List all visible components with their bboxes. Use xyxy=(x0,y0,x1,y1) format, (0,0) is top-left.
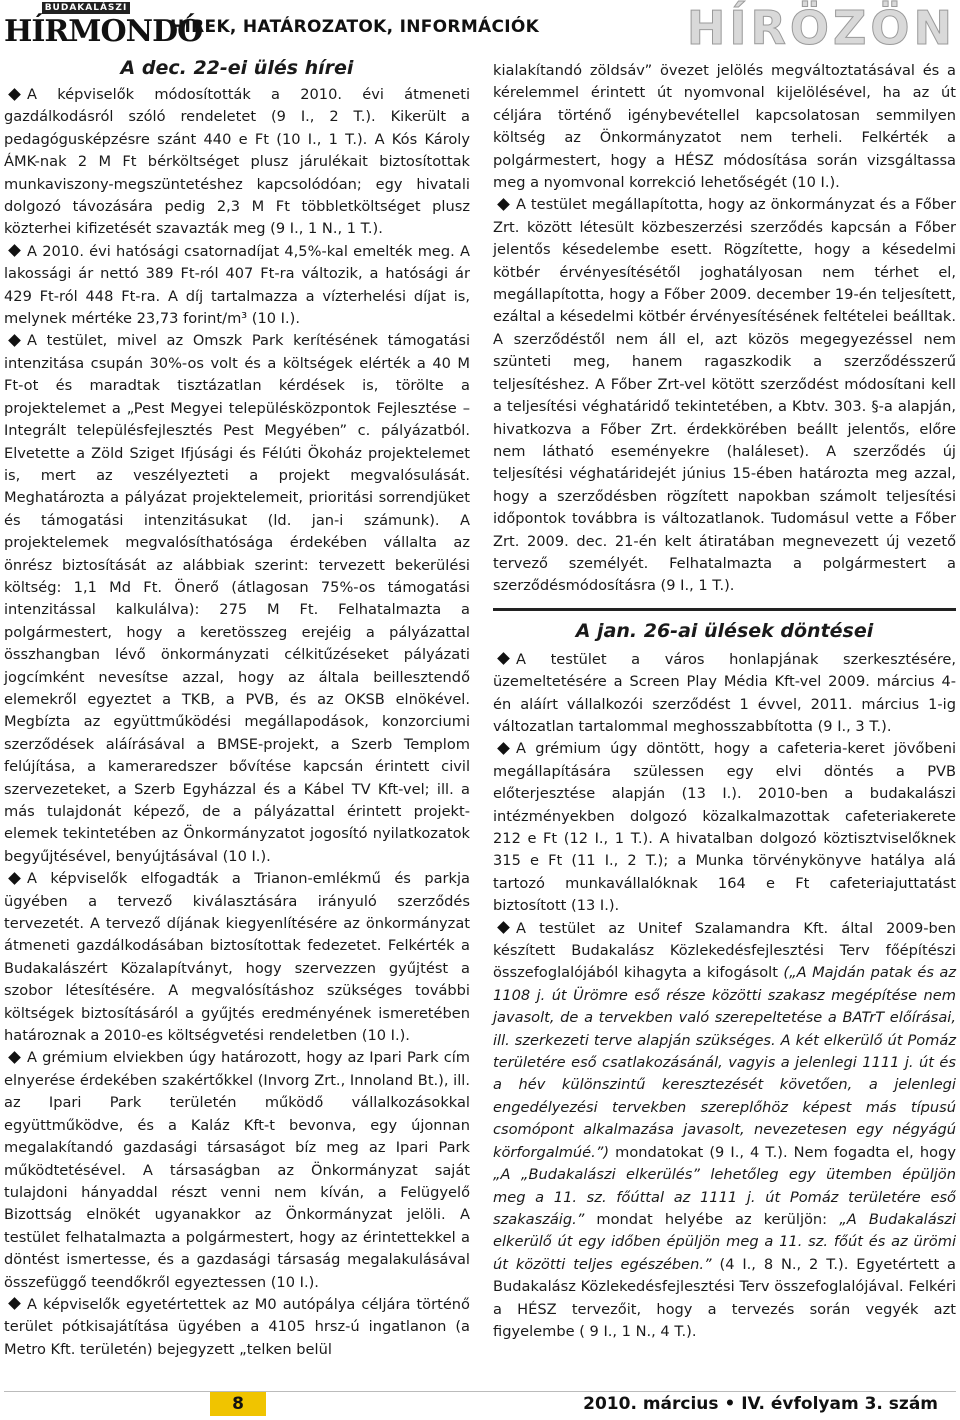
diamond-bullet-icon xyxy=(8,88,21,101)
diamond-bullet-icon xyxy=(497,652,510,665)
page-footer xyxy=(0,1392,960,1418)
section-title: HÍREK, HATÁROZATOK, INFORMÁCIÓK xyxy=(170,17,540,37)
paragraph-text: mondat helyébe az kerüljön: xyxy=(584,1210,840,1228)
page-number: 8 xyxy=(210,1392,266,1416)
diamond-bullet-icon xyxy=(8,1298,21,1311)
paragraph-text: A testület az Unitef Szalamandra Kft. által 2009-ben készített Budakalász Közlekedésfejlesztési Terv főépítészi összefoglalójából kihagyta a kifogásolt xyxy=(493,919,956,982)
paragraph-text: A grémium úgy döntött, hogy a cafeteria-keret jövőbeni megállapítására szülessen egy elvi döntés a PVB előterjesztése alapján (13 I.). 2010-ben a budakalászi intézményekben dolgozó közalkalmazottak cafeteriakerete 212 e Ft (12 I., 1 T.). A hivatalban dolgozó köztisztviselőknek 315 e Ft (11 I., 2 T.); a Munka törvénykönyve hatálya alá tartozó munkavállalóknak 164 e Ft cafeteriajuttatást biztosított (13 I.). xyxy=(493,740,956,915)
article-paragraph xyxy=(4,1294,470,1361)
paragraph-text: (4 I., 8 N., 2 T.). Egyetértett a Budakalász Közlekedésfejlesztési Terv összefoglalójával. Felkéri a HÉSZ tervezőit, hogy a tervezés során vegyék azt figyelembe ( 9 I., 1 N., 4 T.). xyxy=(493,1255,957,1340)
article-paragraph xyxy=(493,918,956,1344)
logo-budakalaszi: BUDAKALÁSZI xyxy=(42,2,130,14)
logo-hirmondo: HÍRMONDÓ xyxy=(4,14,203,49)
paragraph-text: kialakítandó zöldsáv” övezet jelölés megváltoztatásával és a kérelemmel érintett út nyomvonal kijelölésével, ha az út céljára történő igénybevétellel kapcsolatosan semmilyen költség az Önkormányzatot nem terheli. Felkérték a polgármestert, hogy a HÉSZ módosítása során vizsgáltassa meg a nyomvonal korrekció lehetőségét (10 I.). xyxy=(493,62,956,192)
paragraph-text: mondatokat (9 I., 4 T.). Nem fogadta el, hogy xyxy=(609,1143,956,1161)
paragraph-text: A képviselők módosították a 2010. évi átmeneti gazdálkodásról szóló rendeletet (9 I., 2 T.). Kikerült a pedagógusképzésre szánt 440 e Ft (10 I., 1 T.). A Kós Károly ÁMK-nak 2 M Ft bérköltséget plusz járulékait biztosítottak munkaviszony-megszüntetéshez kapcsolódóan; egy hivatali dolgozó távozására pedig 2,3 M Ft többletköltséget plusz közterhei kifizetését szavazták meg (9 I., 1 N., 1 T.). xyxy=(4,86,470,238)
diamond-bullet-icon xyxy=(8,1051,21,1064)
article-paragraph xyxy=(493,194,956,597)
article-paragraph xyxy=(4,868,470,1047)
paragraph-text: A grémium elviekben úgy határozott, hogy az Ipari Park cím elnyerése érdekében szakértőkkel (Invorg Zrt., Innoland Bt.), ill. az Ipari Park területén működő vállalkozásokkal együttműködve, és a Kaláz Kft-t bevonva, egy újonnan megalakítandó gazdasági társaságot bíz meg az Ipari Park működtetésével. A társaságban az Önkormányzat saját tulajdoni hányaddal részt venni nem kíván, a Felügyelő Bizottság elnökét ugyanakkor az Önkormányzat jelöli. A testület felhatalmazta a polgármestert, hogy az érintettekkel a döntést ismertesse, és a gazdasági társaság megalakulásával összefüggő teendőkről egyeztessen (10 I.). xyxy=(4,1049,470,1291)
quoted-italic-text: „A Budakalászi elkerülő út egy időben épüljön meg a 11. sz. főút és az ürömi út közötti teljes egészében.” xyxy=(493,1210,956,1273)
article-paragraph xyxy=(4,330,470,868)
paragraph-text: A 2010. évi hatósági csatornadíjat 4,5%-kal emelték meg. A lakossági ár nettó 389 Ft-ról 407 Ft-ra változik, a hatósági ár 429 Ft-ról 448 Ft-ra. A díj tartalmazza a vízterhelési díjat is, melynek mértéke 23,73 forint/m³ (10 I.). xyxy=(4,242,470,328)
article-paragraph xyxy=(493,60,956,194)
issue-info: 2010. március • IV. évfolyam 3. szám xyxy=(583,1394,938,1414)
quoted-italic-text: „A „Budakalászi elkerülés” lehetőleg egy ütemben épüljön meg a 11. sz. főúttal az 1111 j. út Pomáz területére eső szakaszáig.” xyxy=(493,1166,956,1228)
article-paragraph xyxy=(4,84,470,241)
diamond-bullet-icon xyxy=(497,742,510,755)
paragraph-text: A testület, mivel az Omszk Park kerítésének támogatási intenzitása csupán 30%-os volt és a költségek elérték a 40 M Ft-ot és maradtak tisztázatlan kérdések is, törölte a projektelemet a „Pest Megyei településközpontok Fejlesztése – Integrált településfejlesztés Pest Megyében” c. pályázatból. Elvetette a Zöld Sziget Ifjúsági és Félúti Ökoház projektelemet is, mert az veszélyezteti a projekt megvalósulását. Meghatározta a pályázat projektelemeit, prioritási sorrendjüket és támogatási intenzitásukat (ld. jan-i számunk). A projektelemek megvalósíthatósága érdekében vállalta az önrész biztosítását az alábbiak szerint: tervezett bekerülési költség: 1,1 Md Ft. Önerő (átlagosan 75%-os támogatási intenzitással kalkulálva): 275 M Ft. Felhatalmazta a polgármestert, hogy a keretösszeg erejéig a pályázattal összhangban lévő önkormányzati célkitűzéseket pályázati jogcímként nevesítse azzal, hogy az általa beillesztendő elemekről egyeztet a TKB, a PVB, és az OKSB elnökével. Megbízta az együttműködési megállapodások, konzorciumi szerződések aláírásával a BMSE-projekt, a Szerb Templom felújítása, a kameraredszer bővítése kapcsán érintett civil szervezeteket, a Szerb Egyházzal és a Kábel TV Kft-vel; ill. a más tulajdonát képező, de a pályázattal érintett projekt-elemek tekintetében az Önkormányzatot jogosító nyilatkozatok begyűjtésével, benyújtásával (10 I.). xyxy=(4,332,470,865)
article-paragraph xyxy=(493,649,956,739)
diamond-bullet-icon xyxy=(8,872,21,885)
left-column xyxy=(4,56,470,1361)
right-column xyxy=(493,60,956,1343)
diamond-bullet-icon xyxy=(8,334,21,347)
paragraph-text: A képviselők elfogadták a Trianon-emlékmű és parkja ügyében a tervező kiválasztására irányuló szerződés tervezetét. A tervező díjának kiegyenlítésére az önkormányzat átmeneti gazdálkodásában biztosítottak fedezetet. Felkérték a Budakalászért Közalapítványt, hogy szervezzen gyűjtést a szobor létesítésére. A megvalósításhoz szükséges további költségek biztosításáról a gyűjtés eredményének ismeretében határoznak a 2010-es költségvetési rendeletben (10 I.). xyxy=(4,870,470,1045)
diamond-bullet-icon xyxy=(8,244,21,257)
dec-22-heading: A dec. 22-ei ülés hírei xyxy=(120,57,354,79)
hirozon-title: HÍRÖZÖN xyxy=(686,1,956,55)
diamond-bullet-icon xyxy=(497,921,510,934)
paragraph-text: A képviselők egyetértettek az M0 autópálya céljára történő terület pótkisajátítása ügyében a 4105 hrsz-ú ingatlanon (a Metro Kft. területén) bejegyzett „telken belül xyxy=(4,1295,470,1358)
article-paragraph xyxy=(493,738,956,917)
paragraph-text: A testület a város honlapjának szerkesztésére, üzemeltetésére a Screen Play Média Kft-vel 2009. március 4-én aláírt vállalkozói szerződést 1 évvel, 2011. március 1-ig változatlan tartalommal meghosszabbította (9 I., 3 T.). xyxy=(493,650,956,735)
article-paragraph xyxy=(4,1047,470,1293)
paragraph-text: A testület megállapította, hogy az önkormányzat és a Főber Zrt. között létesült közbeszerzési szerződés kapcsán a Főber jelentős késedelembe esett. Rögzítette, hogy a késedelmi kötbér érvényesítésétől joghatályosan nem térhet el, megállapította, hogy a Főber 2009. december 19-én teljesített, ezáltal a késedelmi kötbér érvényesítésének feltételei beálltak. A szerződéstől nem áll el, azt közös megegyezéssel nem szünteti meg, hanem ragaszkodik a szerződésszerű teljesítéshez. A Főber Zrt-vel kötött szerződést módosítani kell a teljesítési véghatáridő tekintetében, a Kbtv. 303. §-a alapján, hivatkozva a Főber Zrt. érdekkörében beállt jelentős, előre nem látható eseményekre (haláleset). A szerződés új teljesítési véghatáridejét június 15-ében határozta meg azzal, hogy a szerződésben rögzített napokban számolt teljesítési időpontok továbbra is változatlanok. Tudomásul vette a Főber Zrt. 2009. dec. 21-én kelt átiratában megnevezett új vezető tervező személyét. Felhatalmazta a polgármestert a szerződésmódosításra (9 I., 1 T.). xyxy=(493,196,956,595)
page-header xyxy=(0,0,960,58)
jan-26-heading: A jan. 26-ai ülések döntései xyxy=(493,608,956,643)
diamond-bullet-icon xyxy=(497,198,510,211)
article-paragraph xyxy=(4,241,470,331)
hirmondo-logo xyxy=(4,2,203,54)
quoted-italic-text: („A Majdán patak és az 1108 j. út Ürömre eső része közötti szakasz megépítése nem javasolt, de a tervekben való szerepeltetése a BATrT előírásai, ill. szerkezeti terve alapján szükséges. A két elkerülő út Pomáz területére eső csatlakozásánál, vagyis a jelenlegi 1111 j. út és a hév különszintű keresztezését követően, a jelenlegi engedélyezési tervekben szereplőhöz képest más típusú csomópont alkalmazása javasolt, nevezetesen egy négyágú körforgalmúé.”) xyxy=(493,964,956,1161)
